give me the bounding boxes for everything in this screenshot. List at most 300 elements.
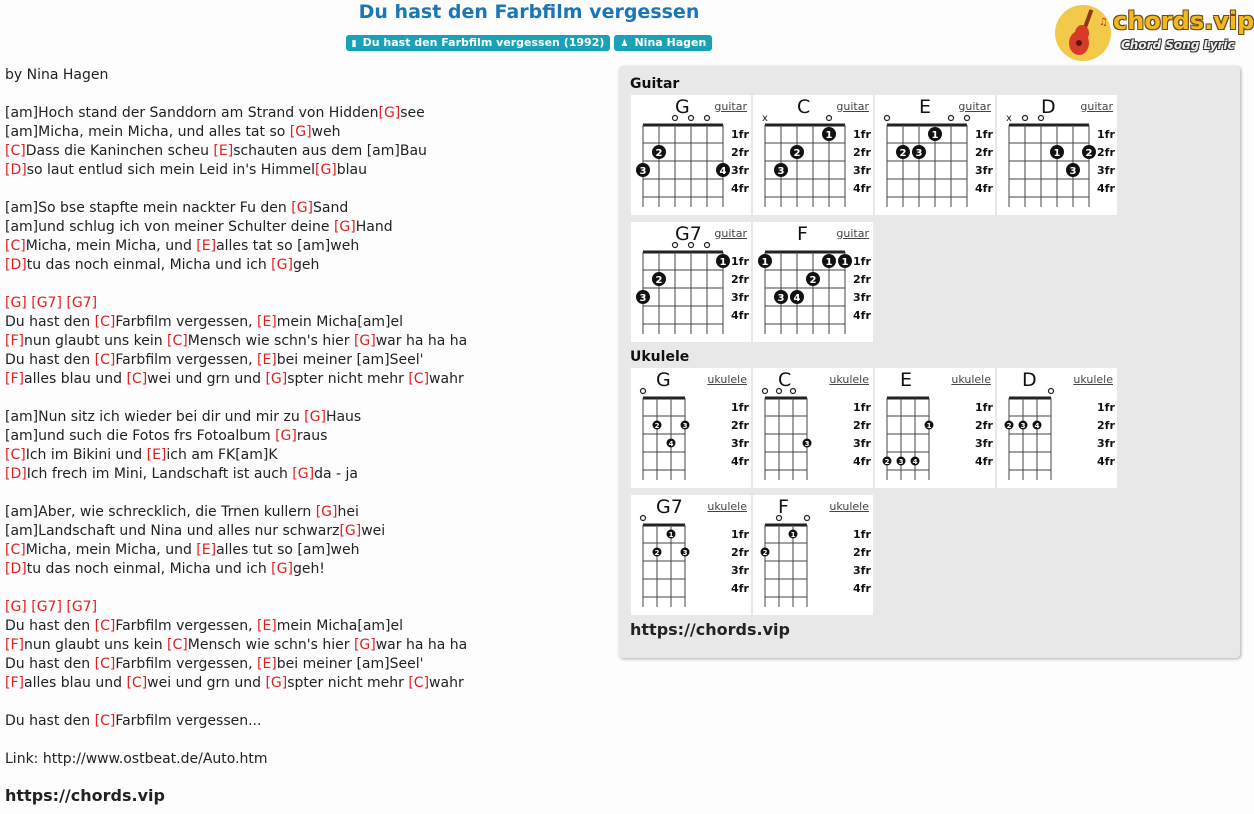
fret-label: 4fr (731, 582, 749, 595)
finger-number: 2 (654, 422, 660, 430)
chord-panel (619, 66, 1240, 658)
chord-marker[interactable]: [G] (333, 219, 356, 235)
chord-marker[interactable]: [C] (408, 371, 430, 387)
fret-label: 2fr (731, 146, 749, 159)
lyric-text: Du hast den (5, 314, 95, 330)
chord-marker[interactable]: [E] (196, 238, 217, 254)
open-string-marker (705, 116, 710, 121)
lyric-line (5, 560, 467, 579)
chord-marker[interactable]: [G7] (31, 295, 62, 311)
lyric-line (5, 218, 467, 237)
lyric-text: by Nina Hagen (5, 67, 109, 83)
finger-number: 4 (719, 166, 727, 177)
chord-diagram (753, 368, 873, 488)
chord-marker[interactable]: [G] (353, 333, 376, 349)
logo-name: chords.vip (1113, 7, 1254, 35)
chord-marker[interactable]: [G] (5, 599, 27, 615)
lyric-line (5, 617, 467, 636)
finger-number: 3 (1020, 422, 1026, 430)
chord-marker[interactable]: [G7] (66, 599, 98, 615)
lyric-text: Farbfilm vergessen... (115, 713, 262, 729)
finger-number: 1 (825, 257, 833, 268)
finger-number: 4 (1034, 422, 1040, 430)
lyric-line (5, 370, 467, 389)
fret-label: 3fr (853, 291, 871, 304)
chord-marker[interactable]: [C] (408, 675, 430, 691)
ukulele-chord-f[interactable] (753, 495, 873, 615)
fret-label: 4fr (853, 309, 871, 322)
chord-marker[interactable]: [D] (5, 162, 27, 178)
finger-number: 3 (777, 293, 785, 304)
lyric-text: nun glaubt uns kein (23, 637, 168, 653)
open-string-marker (827, 116, 832, 121)
chord-marker[interactable]: [C] (94, 618, 116, 634)
finger-number: 2 (655, 148, 663, 159)
lyric-text: [am]und such die Fotos frs Fotoalbum (5, 428, 276, 444)
lyric-text: mein Micha[am]el (276, 314, 404, 330)
chord-marker[interactable]: [G] (378, 105, 401, 121)
instrument-link[interactable]: ukulele (829, 373, 869, 386)
lyric-text: alles blau und (23, 675, 127, 691)
chord-marker[interactable]: [G] (315, 162, 337, 178)
album-badge-label: Du hast den Farbfilm vergessen (1992) (362, 36, 605, 49)
lyric-line (5, 731, 467, 750)
lyric-text: Du hast den (5, 713, 95, 729)
fret-label: 3fr (731, 291, 749, 304)
finger-number: 2 (655, 275, 663, 286)
finger-number: 3 (682, 549, 688, 557)
lyric-text: Ich frech im Mini, Landschaft ist auch (26, 466, 293, 482)
lyric-line (5, 598, 467, 617)
fret-label: 1fr (731, 401, 749, 414)
open-string-marker (965, 116, 970, 121)
fret-label: 1fr (731, 128, 749, 141)
fret-label: 1fr (853, 401, 871, 414)
lyric-text: Hand (355, 219, 393, 235)
chord-marker[interactable]: [G] (291, 200, 314, 216)
chord-diagram (631, 368, 751, 488)
song-badges (0, 35, 1058, 51)
instrument-link[interactable]: ukulele (1073, 373, 1113, 386)
lyric-text: wei (361, 523, 386, 539)
lyric-text: Farbfilm vergessen, (115, 656, 257, 672)
chord-diagram (875, 95, 995, 215)
fret-label: 4fr (975, 455, 993, 468)
lyric-text: war ha ha ha (375, 637, 468, 653)
lyric-text: da - ja (314, 466, 358, 482)
chord-name: G (656, 369, 671, 391)
lyric-text: schauten aus dem [am]Bau (233, 143, 427, 159)
fret-label: 2fr (975, 419, 993, 432)
chord-name: C (778, 369, 792, 391)
chord-diagram (753, 495, 873, 615)
lyric-line (5, 427, 467, 446)
fret-label: 2fr (853, 546, 871, 559)
chord-marker[interactable]: [C] (126, 371, 148, 387)
fret-label: 4fr (1097, 182, 1115, 195)
site-logo[interactable] (1055, 3, 1254, 63)
instrument-link[interactable]: ukulele (829, 500, 869, 513)
guitar-chord-e[interactable] (875, 95, 995, 215)
lyric-text: Du hast den (5, 618, 95, 634)
book-icon: ▮ (351, 39, 357, 49)
finger-number: 1 (668, 531, 674, 539)
chord-marker[interactable]: [D] (5, 466, 27, 482)
lyric-line (5, 750, 467, 769)
lyric-text: geh (292, 257, 320, 273)
chord-marker[interactable]: [G] (292, 466, 315, 482)
album-badge[interactable] (346, 35, 611, 51)
chord-marker[interactable]: [G] (315, 504, 338, 520)
lyric-text: bei meiner [am]Seel' (276, 656, 424, 672)
lyric-text: Farbfilm vergessen, (115, 352, 257, 368)
chord-marker[interactable]: [C] (94, 314, 116, 330)
chord-marker[interactable]: [F] (5, 333, 24, 349)
lyric-text: [am]Nun sitz ich wieder bei dir und mir zu (5, 409, 305, 425)
finger-number: 3 (915, 148, 923, 159)
finger-number: 1 (1053, 148, 1061, 159)
fret-label: 2fr (1097, 419, 1115, 432)
chord-marker[interactable]: [F] (5, 675, 24, 691)
fret-label: 4fr (1097, 455, 1115, 468)
lyric-text: [am]und schlug ich von meiner Schulter deine (5, 219, 334, 235)
chord-marker[interactable]: [C] (167, 637, 188, 653)
lyric-line (5, 199, 467, 218)
guitar-logo-icon (1055, 3, 1115, 63)
chord-name: E (919, 96, 932, 118)
lyric-text: bei meiner [am]Seel' (276, 352, 424, 368)
fret-label: 1fr (731, 528, 749, 541)
chord-marker[interactable]: [E] (257, 618, 277, 634)
instrument-link[interactable]: ukulele (951, 373, 991, 386)
fret-label: 2fr (731, 273, 749, 286)
lyric-text: mein Micha[am]el (276, 618, 404, 634)
lyric-line (5, 294, 467, 313)
fret-label: 2fr (975, 146, 993, 159)
lyric-line (5, 237, 467, 256)
chord-diagram (753, 222, 873, 342)
lyric-text: Ich im Bikini und (25, 447, 147, 463)
lyric-line (5, 484, 467, 503)
open-string-marker (1049, 389, 1054, 394)
chord-marker[interactable]: [G] (339, 523, 362, 539)
lyric-line (5, 351, 467, 370)
artist-badge-label: Nina Hagen (634, 36, 707, 49)
instrument-link[interactable]: guitar (714, 100, 747, 113)
ukulele-chord-g7[interactable] (631, 495, 751, 615)
fret-label: 2fr (853, 273, 871, 286)
fret-label: 4fr (731, 309, 749, 322)
finger-number: 4 (793, 293, 801, 304)
chord-marker[interactable]: [C] (5, 542, 26, 558)
chord-marker[interactable]: [G] (265, 675, 288, 691)
fret-label: 1fr (1097, 128, 1115, 141)
fret-label: 4fr (853, 455, 871, 468)
lyric-line (5, 389, 467, 408)
chord-marker[interactable]: [D] (5, 561, 27, 577)
finger-number: 4 (912, 458, 918, 466)
lyric-text: Du hast den (5, 352, 95, 368)
lyric-text: hei (337, 504, 359, 520)
lyric-text: spter nicht mehr (287, 675, 409, 691)
fret-label: 1fr (853, 255, 871, 268)
chord-marker[interactable]: [E] (257, 656, 277, 672)
open-string-marker (705, 243, 710, 248)
lyric-text: blau (336, 162, 368, 178)
chord-diagram (997, 368, 1117, 488)
chord-marker[interactable]: [E] (146, 447, 167, 463)
chord-marker[interactable]: [C] (5, 238, 26, 254)
chord-marker[interactable]: [G] (5, 295, 27, 311)
chord-marker[interactable]: [G] (304, 409, 326, 425)
lyric-line (5, 275, 467, 294)
finger-number: 3 (898, 458, 904, 466)
lyric-line (5, 541, 467, 560)
chord-diagram (631, 495, 751, 615)
fret-label: 3fr (853, 564, 871, 577)
lyric-text: alles tut so [am]weh (216, 542, 360, 558)
lyric-text: spter nicht mehr (287, 371, 409, 387)
lyric-text: wei und grn und (147, 371, 266, 387)
lyric-text: tu das noch einmal, Micha und ich (26, 561, 272, 577)
instrument-link[interactable]: ukulele (707, 500, 747, 513)
chord-marker[interactable]: [G] (275, 428, 297, 444)
chord-marker[interactable]: [C] (94, 352, 116, 368)
fret-label: 3fr (853, 164, 871, 177)
lyric-text: ich am FK[am]K (166, 447, 278, 463)
lyric-text: [am]Landschaft und Nina und alles nur schwarz (5, 523, 340, 539)
user-icon: ♟ (620, 39, 629, 49)
chord-marker[interactable]: [G] (271, 257, 293, 273)
lyric-text: Dass die Kaninchen scheu (25, 143, 214, 159)
lyric-text: alles tat so [am]weh (216, 238, 360, 254)
chord-name: F (797, 223, 808, 245)
open-string-marker (949, 116, 954, 121)
chord-name: D (1022, 369, 1037, 391)
chord-marker[interactable]: [E] (196, 542, 217, 558)
lyric-line (5, 104, 467, 123)
finger-number: 2 (884, 458, 890, 466)
lyric-text: Mensch wie schn's hier (187, 637, 354, 653)
guitar-chord-f[interactable] (753, 222, 873, 342)
lyric-text: so laut entlud sich mein Leid in's Himmel (26, 162, 315, 178)
chord-marker[interactable]: [G7] (66, 295, 98, 311)
chord-marker[interactable]: [G] (265, 371, 288, 387)
open-string-marker (763, 389, 768, 394)
lyric-line (5, 123, 467, 142)
footer-url[interactable]: https://chords.vip (5, 786, 165, 805)
open-string-marker (885, 116, 890, 121)
fret-label: 4fr (853, 582, 871, 595)
ukulele-chord-g[interactable] (631, 368, 751, 488)
chord-marker[interactable]: [G] (353, 637, 376, 653)
lyric-line (5, 712, 467, 731)
fret-label: 3fr (1097, 164, 1115, 177)
finger-number: 2 (1006, 422, 1012, 430)
chord-marker[interactable]: [G] (289, 124, 312, 140)
finger-number: 3 (639, 293, 647, 304)
lyric-line (5, 256, 467, 275)
chord-marker[interactable]: [G7] (31, 599, 62, 615)
chord-name: F (778, 496, 789, 518)
finger-number: 2 (793, 148, 801, 159)
lyric-line (5, 142, 467, 161)
lyric-line (5, 579, 467, 598)
muted-string-marker: x (1006, 113, 1012, 124)
lyric-text: raus (296, 428, 328, 444)
guitar-chord-d[interactable] (997, 95, 1117, 215)
lyric-line (5, 655, 467, 674)
open-string-marker (805, 516, 810, 521)
fret-label: 2fr (853, 419, 871, 432)
lyric-text: weh (311, 124, 341, 140)
chord-diagram (875, 368, 995, 488)
instrument-link[interactable]: guitar (958, 100, 991, 113)
lyric-line (5, 180, 467, 199)
finger-number: 1 (761, 257, 769, 268)
finger-number: 2 (899, 148, 907, 159)
lyric-text: war ha ha ha (375, 333, 468, 349)
instrument-link[interactable]: guitar (836, 100, 869, 113)
chord-marker[interactable]: [E] (213, 143, 234, 159)
lyric-line (5, 503, 467, 522)
fret-label: 2fr (731, 419, 749, 432)
finger-number: 4 (668, 440, 674, 448)
finger-number: 2 (809, 275, 817, 286)
lyric-text: alles blau und (23, 371, 127, 387)
chord-marker[interactable]: [C] (94, 656, 116, 672)
lyric-text: Link: http://www.ostbeat.de/Auto.htm (5, 751, 268, 767)
lyric-text: see (400, 105, 425, 121)
guitar-chord-g[interactable] (631, 95, 751, 215)
fret-label: 3fr (731, 437, 749, 450)
lyric-text: wahr (429, 675, 464, 691)
chord-marker[interactable]: [C] (126, 675, 148, 691)
chord-diagram (753, 95, 873, 215)
chord-name: D (1041, 96, 1056, 118)
finger-number: 2 (762, 549, 768, 557)
lyric-line (5, 85, 467, 104)
finger-number: 3 (804, 440, 810, 448)
finger-number: 3 (1069, 166, 1077, 177)
open-string-marker (641, 389, 646, 394)
guitar-chord-g7[interactable] (631, 222, 751, 342)
lyric-text: [am]Aber, wie schrecklich, die Trnen kullern (5, 504, 316, 520)
lyric-text: Du hast den (5, 656, 95, 672)
lyric-text: Micha, mein Micha, und (25, 542, 197, 558)
fret-label: 3fr (975, 437, 993, 450)
fret-label: 4fr (975, 182, 993, 195)
song-title: Du hast den Farbfilm vergessen (358, 1, 700, 23)
chord-marker[interactable]: [E] (257, 314, 277, 330)
chord-marker[interactable]: [G] (271, 561, 293, 577)
fret-label: 3fr (731, 564, 749, 577)
fret-label: 3fr (853, 437, 871, 450)
fret-label: 1fr (853, 128, 871, 141)
fret-label: 1fr (1097, 401, 1115, 414)
fret-label: 1fr (731, 255, 749, 268)
lyric-text: [am]Hoch stand der Sanddorn am Strand von Hidden (5, 105, 379, 121)
chord-marker[interactable]: [D] (5, 257, 27, 273)
guitar-section-title: Guitar (630, 76, 680, 92)
lyric-line (5, 522, 467, 541)
lyric-text: [am]So bse stapfte mein nackter Fu den (5, 200, 292, 216)
finger-number: 1 (790, 531, 796, 539)
fret-label: 1fr (975, 128, 993, 141)
chord-marker[interactable]: [E] (257, 352, 277, 368)
svg-text:♫: ♫ (1099, 17, 1108, 28)
chord-marker[interactable]: [C] (94, 713, 116, 729)
finger-number: 1 (719, 257, 727, 268)
logo-tagline: Chord Song Lyric (1121, 38, 1235, 52)
finger-number: 3 (682, 422, 688, 430)
finger-number: 1 (841, 257, 849, 268)
ukulele-section-title: Ukulele (630, 349, 690, 365)
muted-string-marker: x (762, 113, 768, 124)
finger-number: 1 (825, 130, 833, 141)
lyric-text: nun glaubt uns kein (23, 333, 168, 349)
instrument-link[interactable]: guitar (714, 227, 747, 240)
fret-label: 2fr (853, 146, 871, 159)
chord-diagram (631, 95, 751, 215)
open-string-marker (641, 516, 646, 521)
finger-number: 3 (777, 166, 785, 177)
guitar-chord-c[interactable] (753, 95, 873, 215)
fret-label: 1fr (975, 401, 993, 414)
chord-marker[interactable]: [F] (5, 637, 24, 653)
instrument-link[interactable]: ukulele (707, 373, 747, 386)
finger-number: 3 (639, 166, 647, 177)
ukulele-chord-e[interactable] (875, 368, 995, 488)
panel-url[interactable]: https://chords.vip (630, 620, 790, 639)
instrument-link[interactable]: guitar (836, 227, 869, 240)
lyric-line (5, 693, 467, 712)
fret-label: 2fr (1097, 146, 1115, 159)
fret-label: 1fr (853, 528, 871, 541)
finger-number: 2 (654, 549, 660, 557)
open-string-marker (1023, 116, 1028, 121)
finger-number: 1 (931, 130, 939, 141)
chord-name: C (797, 96, 811, 118)
fret-label: 2fr (731, 546, 749, 559)
lyric-line (5, 636, 467, 655)
ukulele-chord-c[interactable] (753, 368, 873, 488)
artist-badge[interactable] (614, 35, 712, 51)
lyric-line (5, 332, 467, 351)
chord-name: G7 (675, 223, 702, 245)
fret-label: 3fr (731, 164, 749, 177)
ukulele-chord-d[interactable] (997, 368, 1117, 488)
fret-label: 4fr (731, 455, 749, 468)
chord-marker[interactable]: [F] (5, 371, 24, 387)
chord-name: G7 (656, 496, 683, 518)
chord-marker[interactable]: [C] (5, 447, 26, 463)
finger-number: 2 (1085, 148, 1093, 159)
lyric-text: wahr (429, 371, 464, 387)
lyric-text: tu das noch einmal, Micha und ich (26, 257, 272, 273)
lyric-text: Haus (325, 409, 362, 425)
lyrics-block (5, 66, 467, 769)
chord-marker[interactable]: [C] (5, 143, 26, 159)
chord-marker[interactable]: [C] (167, 333, 188, 349)
fret-label: 3fr (1097, 437, 1115, 450)
lyric-text: Mensch wie schn's hier (187, 333, 354, 349)
lyric-line (5, 674, 467, 693)
lyric-text: wei und grn und (147, 675, 266, 691)
lyric-line (5, 161, 467, 180)
instrument-link[interactable]: guitar (1080, 100, 1113, 113)
fret-label: 3fr (975, 164, 993, 177)
